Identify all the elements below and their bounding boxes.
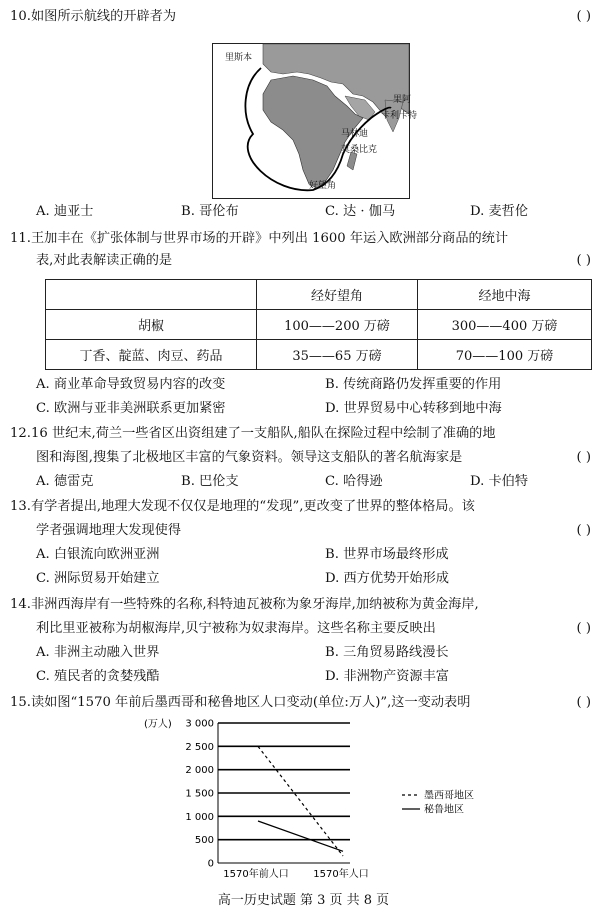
table-header-row bbox=[46, 280, 592, 310]
q10-option-d[interactable]: D. 麦哲伦 bbox=[470, 204, 529, 219]
q11-stem-line1-text: 王加丰在《扩张体制与世界市场的开辟》中列出 1600 年运入欧洲部分商品的统计 bbox=[30, 231, 509, 246]
q10-number: 10. bbox=[10, 9, 31, 24]
q10-option-a[interactable]: A. 迪亚士 bbox=[36, 204, 94, 219]
y-tick-label: 1 500 bbox=[185, 788, 214, 800]
x-tick-label: 1570年人口 bbox=[313, 869, 369, 880]
q11-option-d[interactable]: D. 世界贸易中心转移到地中海 bbox=[325, 401, 502, 416]
q14-option-d[interactable]: D. 非洲物产资源丰富 bbox=[325, 669, 449, 684]
q14-answer-paren: ( ) bbox=[576, 621, 591, 636]
q12-option-a[interactable]: A. 德雷克 bbox=[36, 474, 94, 489]
q13-stem-line2-text: 学者强调地理大发现使得 bbox=[36, 523, 182, 538]
q14-option-c[interactable]: C. 殖民者的贪婪残酷 bbox=[36, 669, 160, 684]
table-cell: 胡椒 bbox=[46, 310, 257, 340]
table-header-mediterranean: 经地中海 bbox=[418, 280, 592, 310]
table-row bbox=[46, 340, 592, 370]
q15-number: 15. bbox=[10, 695, 31, 710]
africa-map-graphic bbox=[213, 44, 412, 198]
q13-answer-paren: ( ) bbox=[576, 523, 591, 538]
q11-answer-paren: ( ) bbox=[576, 253, 591, 268]
q11-option-c[interactable]: C. 欧洲与亚非美洲联系更加紧密 bbox=[36, 401, 226, 416]
y-tick-label: 0 bbox=[207, 858, 214, 870]
map-label-mozambique: 莫桑比克 bbox=[341, 145, 378, 155]
table-row bbox=[46, 310, 592, 340]
page-footer: 高一历史试题 第 3 页 共 8 页 bbox=[217, 893, 390, 908]
q12-option-d[interactable]: D. 卡伯特 bbox=[470, 474, 529, 489]
y-axis-label: (万人) bbox=[144, 719, 172, 730]
y-tick-label: 2 500 bbox=[185, 741, 214, 753]
y-tick-label: 2 000 bbox=[185, 765, 214, 777]
y-tick-label: 1 000 bbox=[185, 811, 214, 823]
q12-option-c[interactable]: C. 哈得逊 bbox=[325, 474, 383, 489]
q10-option-c[interactable]: C. 达 · 伽马 bbox=[325, 204, 396, 219]
legend-label: 秘鲁地区 bbox=[424, 804, 464, 816]
q12-answer-paren: ( ) bbox=[576, 450, 591, 465]
q11-number: 11. bbox=[10, 231, 31, 246]
q11-option-b[interactable]: B. 传统商路仍发挥重要的作用 bbox=[325, 377, 502, 392]
q13-option-b[interactable]: B. 世界市场最终形成 bbox=[325, 547, 449, 562]
q14-option-a[interactable]: A. 非洲主动融入世界 bbox=[36, 645, 160, 660]
q13-option-c[interactable]: C. 洲际贸易开始建立 bbox=[36, 571, 160, 586]
map-label-cape-of-good-hope: 好望角 bbox=[309, 181, 337, 191]
map-label-lisbon: 里斯本 bbox=[225, 53, 253, 63]
q12-stem-line1-text: 16 世纪末,荷兰一些省区出资组建了一支船队,船队在探险过程中绘制了准确的地 bbox=[30, 426, 496, 441]
map-label-goa: 果阿 bbox=[393, 95, 412, 105]
q11-option-a[interactable]: A. 商业革命导致贸易内容的改变 bbox=[36, 377, 226, 392]
q11-statistics-table bbox=[45, 279, 592, 370]
q13-stem-line1-text: 有学者提出,地理大发现不仅仅是地理的“发现”,更改变了世界的整体格局。该 bbox=[30, 499, 475, 514]
q10-stem: 如图所示航线的开辟者为 bbox=[30, 9, 177, 24]
q11-stem-line2-text: 表,对此表解读正确的是 bbox=[36, 253, 173, 268]
population-line-chart bbox=[140, 717, 520, 897]
table-cell: 丁香、靛蓝、肉豆、药品 bbox=[46, 340, 257, 370]
q12-stem-line2-text: 图和海图,搜集了北极地区丰富的气象资料。领导这支船队的著名航海家是 bbox=[36, 450, 463, 465]
series-line-peru bbox=[258, 821, 343, 851]
q15-stem: 读如图“1570 年前后墨西哥和秘鲁地区人口变动(单位:万人)”,这一变动表明 bbox=[30, 695, 471, 710]
q12-number: 12. bbox=[10, 426, 31, 441]
q14-stem-line1-text: 非洲西海岸有一些特殊的名称,科特迪瓦被称为象牙海岸,加纳被称为黄金海岸, bbox=[30, 597, 479, 612]
legend-label: 墨西哥地区 bbox=[424, 790, 474, 802]
q10-option-b[interactable]: B. 哥伦布 bbox=[181, 204, 239, 219]
q15-answer-paren: ( ) bbox=[576, 695, 591, 710]
table-cell: 300——400 万磅 bbox=[418, 310, 592, 340]
q14-option-b[interactable]: B. 三角贸易路线漫长 bbox=[325, 645, 449, 660]
q10-answer-paren: ( ) bbox=[576, 9, 591, 24]
q12-option-b[interactable]: B. 巴伦支 bbox=[181, 474, 239, 489]
table-cell: 70——100 万磅 bbox=[418, 340, 592, 370]
q14-stem-line2-text: 利比里亚被称为胡椒海岸,贝宁被称为奴隶海岸。这些名称主要反映出 bbox=[36, 621, 436, 636]
q13-number: 13. bbox=[10, 499, 31, 514]
y-tick-label: 500 bbox=[194, 835, 214, 847]
q14-number: 14. bbox=[10, 597, 31, 612]
table-header-cape: 经好望角 bbox=[257, 280, 418, 310]
voyage-route-map bbox=[212, 43, 418, 199]
map-label-calicut: 卡利卡特 bbox=[381, 111, 418, 121]
y-tick-label: 3 000 bbox=[185, 718, 214, 730]
x-tick-label: 1570年前人口 bbox=[223, 869, 289, 880]
q13-option-d[interactable]: D. 西方优势开始形成 bbox=[325, 571, 449, 586]
table-cell: 35——65 万磅 bbox=[257, 340, 418, 370]
map-label-malindi: 马林迪 bbox=[341, 129, 369, 139]
q13-option-a[interactable]: A. 白银流向欧洲亚洲 bbox=[36, 547, 160, 562]
table-cell: 100——200 万磅 bbox=[257, 310, 418, 340]
table-header-empty bbox=[46, 280, 257, 310]
